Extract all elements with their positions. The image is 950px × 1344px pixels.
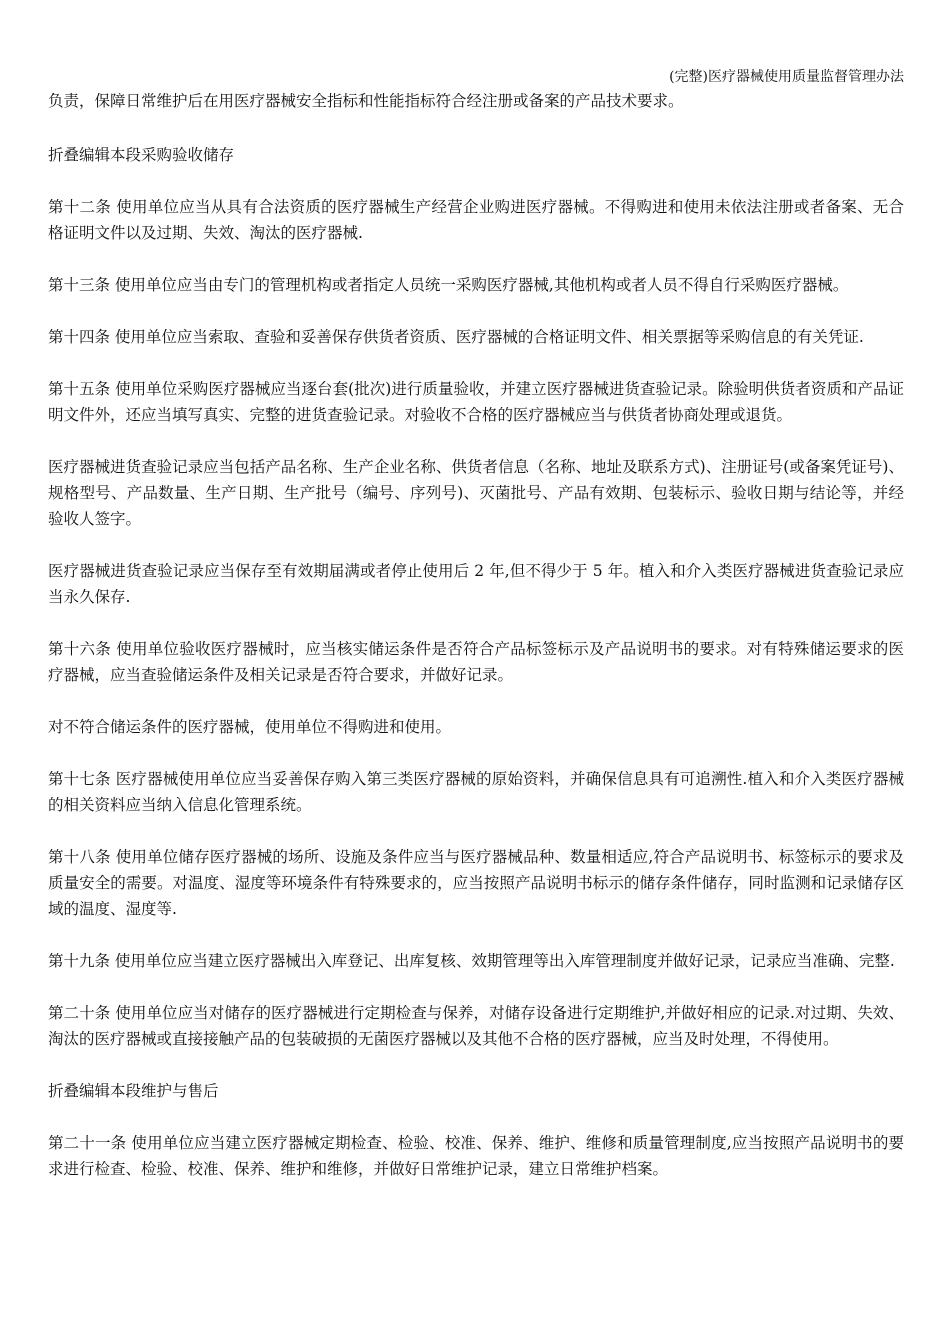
article-19: 第十九条 使用单位应当建立医疗器械出入库登记、出库复核、效期管理等出入库管理制度并做好记录，记录应当准确、完整. xyxy=(48,952,895,970)
article-15: 第十五条 使用单位采购医疗器械应当逐台套(批次)进行质量验收，并建立医疗器械进货查验记录。除验明供货者资质和产品证明文件外，还应当填写真实、完整的进货查验记录。对验收不合格的医疗器械应当与供货者协商处理或退货。 xyxy=(48,380,904,424)
article-21: 第二十一条 使用单位应当建立医疗器械定期检查、检验、校准、保养、维护、维修和质量管理制度,应当按照产品说明书的要求进行检查、检验、校准、保养、维护和维修，并做好日常维护记录，建立日常维护档案。 xyxy=(48,1134,904,1178)
article-14: 第十四条 使用单位应当索取、查验和妥善保存供货者资质、医疗器械的合格证明文件、相关票据等采购信息的有关凭证. xyxy=(48,328,864,346)
storage-noncompliance: 对不符合储运条件的医疗器械，使用单位不得购进和使用。 xyxy=(48,718,452,736)
section-heading-procurement: 折叠编辑本段采购验收储存 xyxy=(48,146,235,164)
paragraph-continuation: 负责，保障日常维护后在用医疗器械安全指标和性能指标符合经注册或备案的产品技术要求。 xyxy=(48,92,684,110)
article-12: 第十二条 使用单位应当从具有合法资质的医疗器械生产经营企业购进医疗器械。不得购进和使用未依法注册或者备案、无合格证明文件以及过期、失效、淘汰的医疗器械. xyxy=(48,198,904,242)
article-20: 第二十条 使用单位应当对储存的医疗器械进行定期检查与保养，对储存设备进行定期维护,并做好相应的记录.对过期、失效、淘汰的医疗器械或直接接触产品的包装破损的无菌医疗器械以及其他不合格的医疗器械，应当及时处理，不得使用。 xyxy=(48,1004,904,1048)
article-18: 第十八条 使用单位储存医疗器械的场所、设施及条件应当与医疗器械品种、数量相适应,符合产品说明书、标签标示的要求及质量安全的需要。对温度、湿度等环境条件有特殊要求的，应当按照产品说明书标示的储存条件储存，同时监测和记录储存区域的温度、湿度等. xyxy=(48,848,904,918)
running-header-title: (完整)医疗器械使用质量监督管理办法 xyxy=(669,69,904,85)
article-17: 第十七条 医疗器械使用单位应当妥善保存购入第三类医疗器械的原始资料，并确保信息具有可追溯性.植入和介入类医疗器械的相关资料应当纳入信息化管理系统。 xyxy=(48,770,904,814)
section-heading-maintenance: 折叠编辑本段维护与售后 xyxy=(48,1082,219,1100)
inspection-record-contents: 医疗器械进货查验记录应当包括产品名称、生产企业名称、供货者信息（名称、地址及联系方式)、注册证号(或备案凭证号)、规格型号、产品数量、生产日期、生产批号（编号、序列号)、灭菌批号、产品有效期、包装标示、验收日期与结论等，并经验收人签字。 xyxy=(48,458,904,528)
document-body xyxy=(48,88,904,1208)
article-16: 第十六条 使用单位验收医疗器械时，应当核实储运条件是否符合产品标签标示及产品说明书的要求。对有特殊储运要求的医疗器械，应当查验储运条件及相关记录是否符合要求，并做好记录。 xyxy=(48,640,904,684)
inspection-record-retention: 医疗器械进货查验记录应当保存至有效期届满或者停止使用后 2 年,但不得少于 5 年。植入和介入类医疗器械进货查验记录应当永久保存. xyxy=(48,562,904,606)
article-13: 第十三条 使用单位应当由专门的管理机构或者指定人员统一采购医疗器械,其他机构或者人员不得自行采购医疗器械。 xyxy=(48,276,849,294)
